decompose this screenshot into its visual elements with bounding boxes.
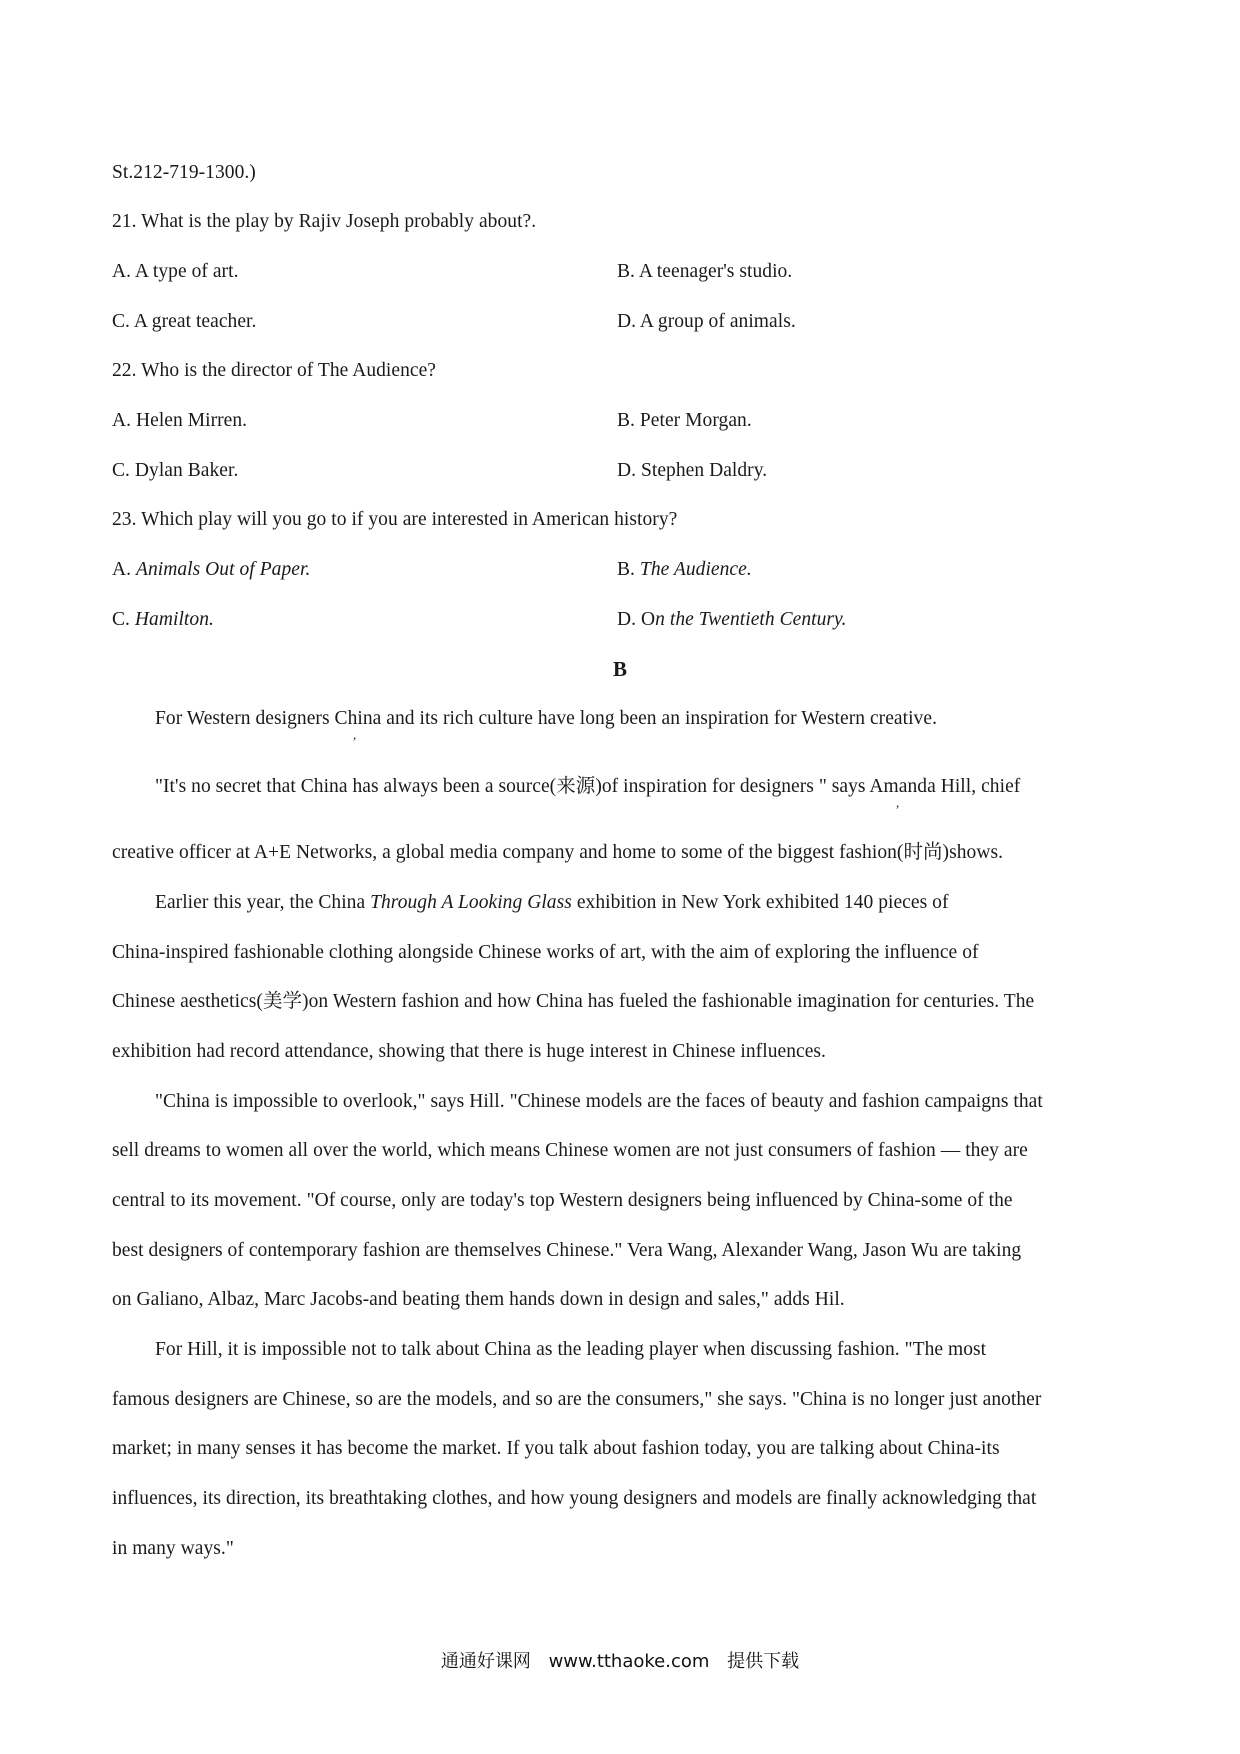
question-23-option-d — [617, 607, 847, 633]
question-23-option-c — [112, 607, 214, 633]
paragraph-4-line-5: on Galiano, Albaz, Marc Jacobs-and beating them hands down in design and sales," adds Hil. — [112, 1289, 845, 1310]
footer-site-name: 通通好课网 — [440, 1651, 531, 1672]
paragraph-1: For Western designers China and its rich culture have long been an inspiration for Western creative. — [155, 708, 937, 729]
paragraph-5-line-3: market; in many senses it has become the market. If you talk about fashion today, you are talking about China-its — [112, 1438, 1000, 1459]
question-21-option-d: D. A group of animals. — [617, 311, 796, 332]
question-22-option-c: C. Dylan Baker. — [112, 460, 239, 481]
paragraph-5-line-5: in many ways." — [112, 1538, 234, 1559]
paragraph-4-line-1: "China is impossible to overlook," says Hill. "Chinese models are the faces of beauty and fashion campaigns that — [155, 1091, 1043, 1112]
question-22-option-d: D. Stephen Daldry. — [617, 460, 768, 481]
stray-comma: , — [896, 795, 900, 810]
question-21-stem: 21. What is the play by Rajiv Joseph probably about?. — [112, 211, 537, 232]
paragraph-5-line-2: famous designers are Chinese, so are the models, and so are the consumers," she says. "China is no longer just another — [112, 1389, 1042, 1410]
paragraph-3-line-2: China-inspired fashionable clothing alongside Chinese works of art, with the aim of exploring the influence of — [112, 942, 979, 963]
option-letter: C. — [112, 609, 135, 630]
paragraph-2-line-1: "It's no secret that China has always been a source(来源)of inspiration for designers " says Amanda Hill, chief — [155, 776, 1021, 797]
question-21-option-b: B. A teenager's studio. — [617, 261, 793, 282]
footer-url[interactable]: www.tthaoke.com — [548, 1651, 710, 1672]
paragraph-4-line-3: central to its movement. "Of course, only are today's top Western designers being influenced by China-some of the — [112, 1190, 1013, 1211]
paragraph-4-line-2: sell dreams to women all over the world, which means Chinese women are not just consumers of fashion — they are — [112, 1140, 1028, 1161]
play-title: Animals Out of Paper. — [135, 559, 311, 580]
paragraph-5-line-1: For Hill, it is impossible not to talk about China as the leading player when discussing fashion. "The most — [155, 1339, 987, 1360]
paragraph-2-line-2: creative officer at A+E Networks, a global media company and home to some of the biggest fashion(时尚)shows. — [112, 842, 1004, 863]
question-23-option-a — [112, 557, 310, 583]
play-title: The Audience. — [639, 559, 752, 580]
footer-note: 提供下载 — [727, 1651, 800, 1672]
question-23-stem: 23. Which play will you go to if you are interested in American history? — [112, 509, 678, 530]
paragraph-3-line-4: exhibition had record attendance, showing that there is huge interest in Chinese influences. — [112, 1041, 826, 1062]
section-heading: B — [612, 657, 627, 681]
exhibition-title: Through A Looking Glass — [370, 892, 572, 913]
question-21-option-a: A. A type of art. — [112, 261, 239, 282]
paragraph-3-line-3: Chinese aesthetics(美学)on Western fashion and how China has fueled the fashionable imagination for centuries. The — [112, 991, 1035, 1012]
question-22-stem: 22. Who is the director of The Audience? — [112, 360, 437, 381]
option-letter: A. — [112, 559, 136, 580]
page-footer — [0, 1650, 1240, 1674]
question-22-option-a: A. Helen Mirren. — [112, 410, 248, 431]
stray-comma: , — [353, 727, 357, 742]
continuation-line: St.212-719-1300.) — [112, 162, 256, 183]
question-22-option-b: B. Peter Morgan. — [617, 410, 752, 431]
option-letter: B. — [617, 559, 640, 580]
paragraph-3-line-1 — [155, 890, 948, 916]
play-title: n the Twentieth Century. — [655, 609, 847, 630]
paragraph-4-line-4: best designers of contemporary fashion are themselves Chinese." Vera Wang, Alexander Wang, Jason Wu are taking — [112, 1240, 1022, 1261]
text-run: exhibition in New York exhibited 140 pieces of — [571, 892, 949, 913]
question-21-option-c: C. A great teacher. — [112, 311, 257, 332]
question-23-option-b — [617, 557, 752, 583]
paragraph-5-line-4: influences, its direction, its breathtaking clothes, and how young designers and models are finally acknowledging that — [112, 1488, 1037, 1509]
option-letter: D. O — [617, 609, 656, 630]
text-run: Earlier this year, the China — [155, 892, 371, 913]
play-title: Hamilton. — [134, 609, 214, 630]
